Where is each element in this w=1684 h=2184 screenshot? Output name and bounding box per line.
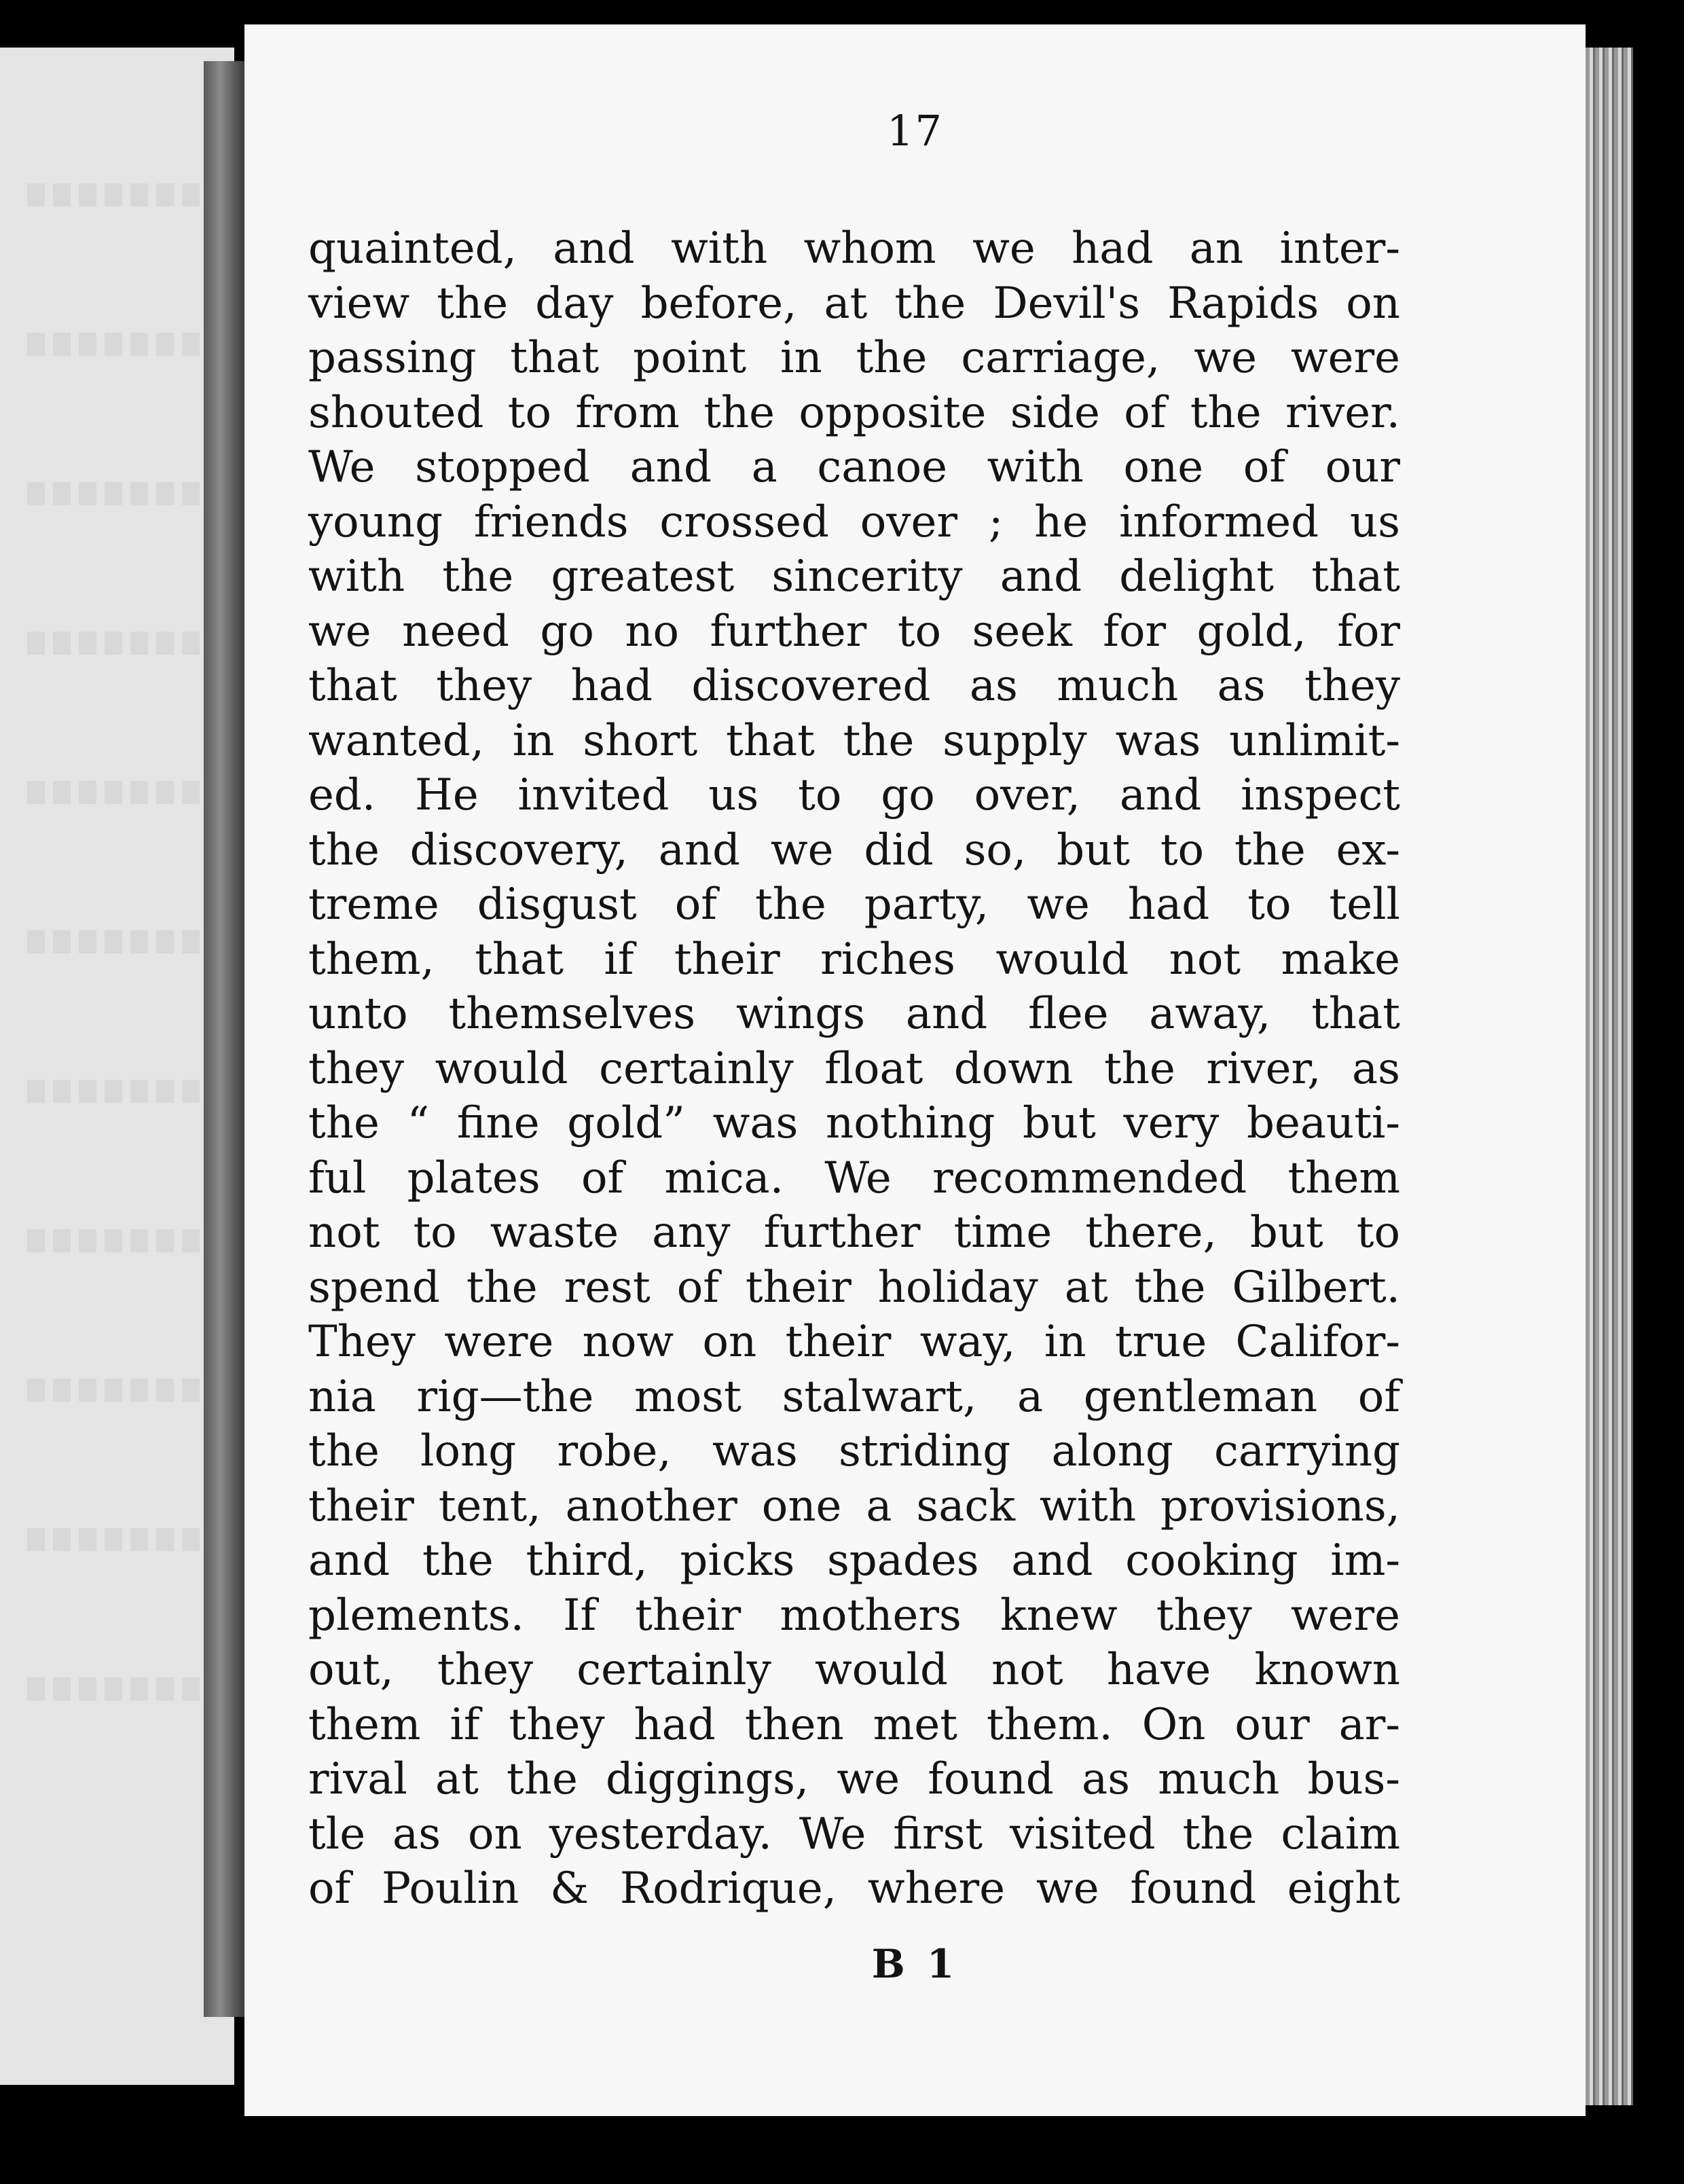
text-line: plements. If their mothers knew they were: [308, 1590, 1400, 1641]
bleed-through-text: [27, 183, 210, 206]
text-line: wanted, in short that the supply was unlimit-: [308, 715, 1400, 766]
text-line: the long robe, was striding along carrying: [308, 1426, 1400, 1476]
text-line: view the day before, at the Devil's Rapids on: [308, 278, 1400, 329]
text-line: quainted, and with whom we had an inter-: [308, 223, 1400, 274]
text-line: they would certainly float down the river, as: [308, 1043, 1400, 1094]
text-line: of Poulin & Rodrique, where we found eight: [308, 1863, 1400, 1914]
book-page: [244, 24, 1586, 2116]
body-text: [308, 221, 1400, 1916]
text-line: young friends crossed over ; he informed us: [308, 496, 1400, 547]
bleed-through-text: [27, 1677, 210, 1700]
page-stack-edge: [1586, 48, 1633, 2105]
text-line: them if they had then met them. On our ar-: [308, 1699, 1400, 1750]
signature-mark: B 1: [871, 1941, 959, 1987]
text-line: rival at the diggings, we found as much bus-: [308, 1754, 1400, 1804]
text-line: shouted to from the opposite side of the river.: [308, 387, 1400, 438]
text-line: We stopped and a canoe with one of our: [308, 442, 1400, 492]
bleed-through-text: [27, 632, 210, 655]
text-line: not to waste any further time there, but to: [308, 1207, 1400, 1258]
text-line: ful plates of mica. We recommended them: [308, 1152, 1400, 1203]
bleed-through-text: [27, 781, 210, 804]
bleed-through-text: [27, 333, 210, 356]
page-number: 17: [887, 106, 943, 156]
text-line: the discovery, and we did so, but to the ex-: [308, 824, 1400, 875]
text-line: with the greatest sincerity and delight that: [308, 551, 1400, 602]
bleed-through-text: [27, 1528, 210, 1551]
bleed-through-text: [27, 930, 210, 953]
text-line: their tent, another one a sack with provisions,: [308, 1480, 1400, 1531]
text-line: unto themselves wings and flee away, that: [308, 989, 1400, 1039]
book-gutter: [204, 61, 244, 2017]
text-line: we need go no further to seek for gold, for: [308, 606, 1400, 657]
bleed-through-text: [27, 1229, 210, 1252]
text-line: spend the rest of their holiday at the Gilbert.: [308, 1262, 1400, 1313]
text-line: tle as on yesterday. We first visited the claim: [308, 1808, 1400, 1859]
facing-page-edge: [0, 48, 234, 2085]
text-line: and the third, picks spades and cooking im-: [308, 1535, 1400, 1586]
text-line: They were now on their way, in true Califor-: [308, 1317, 1400, 1367]
text-line: out, they certainly would not have known: [308, 1645, 1400, 1695]
bleed-through-text: [27, 1379, 210, 1402]
text-line: them, that if their riches would not make: [308, 934, 1400, 985]
bleed-through-text: [27, 482, 210, 505]
text-line: the “ fine gold” was nothing but very beauti-: [308, 1098, 1400, 1148]
text-line: passing that point in the carriage, we were: [308, 333, 1400, 383]
text-line: ed. He invited us to go over, and inspect: [308, 770, 1400, 820]
text-line: that they had discovered as much as they: [308, 661, 1400, 711]
bleed-through-text: [27, 1080, 210, 1103]
text-line: nia rig—the most stalwart, a gentleman of: [308, 1371, 1400, 1422]
text-line: treme disgust of the party, we had to tell: [308, 879, 1400, 930]
